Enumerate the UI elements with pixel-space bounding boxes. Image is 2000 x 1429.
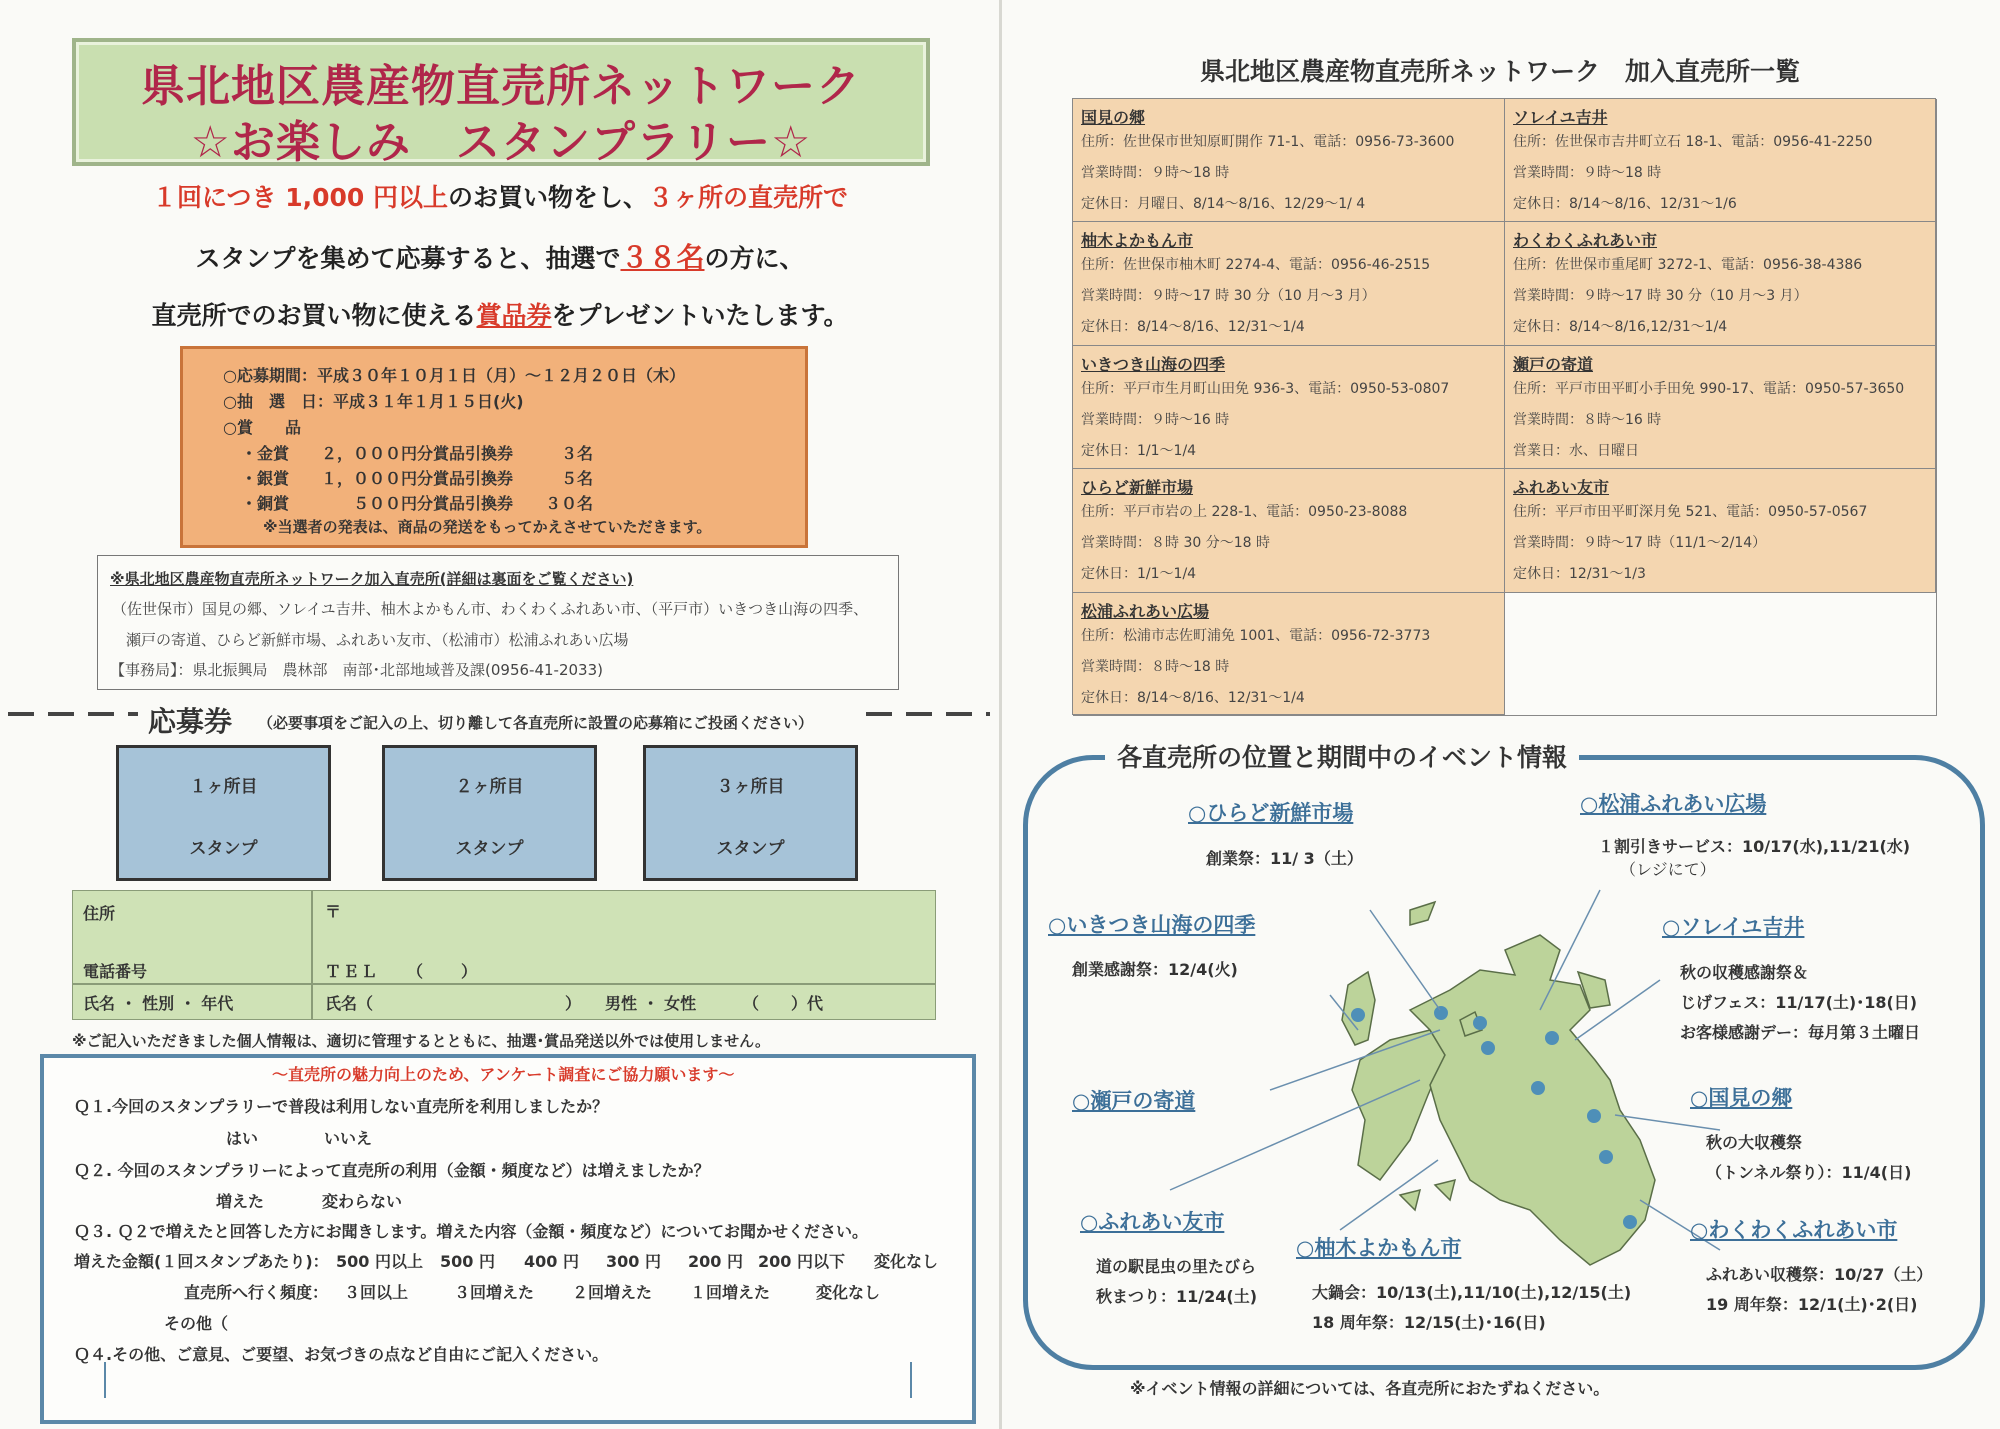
entry-ticket-instructions: （必要事項をご記入の上、切り離して各直売所に設置の応募箱にご投函ください） (258, 714, 814, 732)
shop-name: いきつき山海の四季 (1081, 354, 1226, 374)
shop-cell (1073, 99, 1505, 222)
q3-frequency-option[interactable]: 変化なし (816, 1283, 881, 1302)
shop-cell (1073, 593, 1505, 716)
age-field[interactable]: （ ）代 (743, 994, 824, 1013)
gender-choice[interactable]: 男性 ・ 女性 (605, 994, 697, 1013)
event-map-title: 各直売所の位置と期間中のイベント情報 (1105, 738, 1579, 774)
shop-closed-days: 定休日：8/14～8/16,12/31～1/4 (1513, 319, 1728, 336)
shop-name: 柚木よかもん市 (1081, 231, 1194, 251)
shop-cell (1505, 346, 1937, 469)
name-field[interactable]: 氏名（ ） (325, 994, 582, 1013)
shop-closed-days: 定休日：月曜日、8/14～8/16、12/29～1/ 4 (1081, 196, 1366, 212)
shop-address: 住所：佐世保市吉井町立石 18-1、電話：0956-41-2250 (1513, 134, 1873, 150)
shop-cell-empty (1505, 593, 1937, 716)
intro-text: のお買い物をし、 (447, 183, 648, 212)
leader-line (1615, 1115, 1720, 1130)
shop-hours: 営業時間：９時～17 時（11/1～2/14） (1513, 535, 1767, 552)
q3-frequency-option[interactable]: １回増えた (690, 1283, 771, 1302)
name-gender-age-label: 氏名 ・ 性別 ・ 年代 (83, 994, 234, 1013)
shop-closed-days: 定休日：1/1～1/4 (1081, 566, 1197, 583)
shop-name: ふれあい友市 (1513, 478, 1610, 498)
shop-name: 国見の郷 (1081, 108, 1146, 127)
stamp-label: スタンプ (455, 839, 524, 859)
shop-closed-days: 定休日：12/31～1/3 (1513, 566, 1646, 583)
event-yunoki-detail-2: 18 周年祭：12/15(土)･16(日) (1312, 1313, 1546, 1332)
event-ikitsuki-detail: 創業感謝祭：12/4(火) (1072, 960, 1238, 979)
title-line-1: 県北地区農産物直売所ネットワーク (141, 61, 861, 112)
member-shops-line-2: 瀬戸の寄道、ひらど新鮮市場、ふれあい友市、（松浦市）松浦ふれあい広場 (126, 631, 629, 649)
prize-heading: ○賞 品 (223, 418, 301, 437)
shop-address: 住所：松浦市志佐町浦免 1001、電話：0956-72-3773 (1081, 627, 1431, 644)
intro-text: 直売所でのお買い物に使える (151, 301, 477, 330)
stamp-box-1[interactable] (116, 745, 331, 881)
shop-address: 住所：佐世保市柚木町 2274-4、電話：0956-46-2515 (1081, 257, 1431, 274)
form-divider (73, 983, 935, 985)
event-ikitsuki-name: ○いきつき山海の四季 (1048, 913, 1256, 937)
shop-cell (1073, 222, 1505, 345)
shop-address: 住所：平戸市生月町山田免 936-3、電話：0950-53-0807 (1081, 380, 1450, 397)
stamp-box-3[interactable] (643, 745, 858, 881)
leader-line (1370, 910, 1440, 1010)
event-yunoki-detail-1: 大鍋会：10/13(土),11/10(土),12/15(土) (1312, 1283, 1632, 1302)
office-contact: 【事務局】：県北振興局 農林部 南部･北部地域普及課(0956-41-2033) (110, 661, 603, 679)
leader-line (1540, 890, 1600, 1010)
shop-name: ひらど新鮮市場 (1081, 478, 1194, 498)
stamp-place-label: ３ヶ所目 (716, 777, 785, 797)
member-shops-line-1: （佐世保市）国見の郷、ソレイユ吉井、柚木よかもん市、わくわくふれあい市、（平戸市）いきつき山海の四季、 (112, 600, 869, 618)
event-wakuwaku-detail-2: 19 周年祭：12/1(土)･2(日) (1706, 1295, 1918, 1314)
intro-voucher: 賞品券 (476, 301, 552, 330)
shop-closed-days: 定休日：1/1～1/4 (1081, 442, 1197, 459)
q1-no-option[interactable]: いいえ (324, 1129, 373, 1148)
shop-address: 住所：平戸市岩の上 228-1、電話：0950-23-8088 (1081, 504, 1408, 521)
event-soleil-detail-3: お客様感謝デー：毎月第３土曜日 (1680, 1023, 1921, 1042)
intro-winner-count: ３８名 (620, 241, 705, 274)
page-fold (999, 0, 1002, 1429)
event-seto-name: ○瀬戸の寄道 (1072, 1089, 1196, 1113)
intro-text: をプレゼントいたします。 (551, 301, 849, 330)
event-kunimi-name: ○国見の郷 (1690, 1086, 1793, 1110)
q3-amount-option[interactable]: 500 円以上 (336, 1252, 423, 1271)
shop-name: ソレイユ吉井 (1513, 108, 1608, 127)
stamp-box-2[interactable] (382, 745, 597, 881)
event-fureai-detail-1: 道の駅昆虫の里たびら (1096, 1257, 1257, 1276)
shop-name: 松浦ふれあい広場 (1081, 601, 1210, 621)
event-matsuura-note: （レジにて） (1620, 860, 1716, 879)
leader-line (1170, 1080, 1420, 1190)
shop-cell (1073, 346, 1505, 469)
intro-text: の方に、 (704, 244, 805, 273)
form-divider (311, 891, 313, 1019)
member-shops-heading: ※県北地区農産物直売所ネットワーク加入直売所(詳細は裏面をご覧ください) (110, 570, 634, 588)
intro-three-shops: ３ヶ所の直売所で (648, 183, 849, 212)
address-field[interactable]: 〒 (325, 902, 342, 921)
privacy-note: ※ご記入いただきました個人情報は、適切に管理するとともに、抽選･賞品発送以外では使用しません。 (72, 1032, 770, 1050)
prize-draw-date: ○抽 選 日：平成３１年１月１５日(火) (223, 392, 524, 411)
survey-q1: Ｑ１.今回のスタンプラリーで普段は利用しない直売所を利用しましたか？ (74, 1097, 609, 1116)
event-matsuura-name: ○松浦ふれあい広場 (1580, 792, 1767, 816)
shop-cell (1505, 222, 1937, 345)
q2-unchanged-option[interactable]: 変わらない (322, 1192, 403, 1211)
q3-amount-option[interactable]: 500 円 (440, 1252, 495, 1271)
cut-line-right (866, 712, 990, 716)
entry-form (72, 890, 936, 1020)
event-matsuura-detail: １割引きサービス：10/17(水),11/21(水) (1598, 837, 1911, 856)
shop-cell (1505, 99, 1937, 222)
q3-frequency-label: 直売所へ行く頻度： (184, 1283, 329, 1302)
member-shops-box (97, 555, 899, 690)
shop-hours: 営業時間：９時～16 時 (1081, 411, 1230, 428)
shop-hours: 営業時間：９時～18 時 (1081, 165, 1230, 181)
event-wakuwaku-name: ○わくわくふれあい市 (1690, 1218, 1898, 1242)
event-kunimi-detail-2: （トンネル祭り）：11/4(日) (1706, 1163, 1912, 1182)
leader-line (1270, 1030, 1440, 1090)
prize-silver: ・銀賞 １，０００円分賞品引換券 ５名 (241, 469, 594, 488)
stamp-label: スタンプ (716, 839, 785, 859)
survey-q4: Ｑ４.その他、ご意見、ご要望、お気づきの点など自由にご記入ください。 (74, 1345, 609, 1364)
shop-name: 瀬戸の寄道 (1513, 354, 1594, 374)
intro-text: スタンプを集めて応募すると、抽選で (195, 244, 621, 273)
shop-cell (1505, 469, 1937, 592)
prize-note: ※当選者の発表は、商品の発送をもってかえさせていただきます。 (263, 518, 712, 536)
prize-info-box (180, 346, 808, 548)
shop-closed-days: 定休日：8/14～8/16、12/31～1/4 (1081, 689, 1305, 706)
shop-name: わくわくふれあい市 (1513, 231, 1658, 251)
q3-frequency-option[interactable]: ３回増えた (454, 1283, 535, 1302)
title-line-2: ☆お楽しみ スタンプラリー☆ (190, 117, 812, 168)
q3-amount-option[interactable]: 300 円 (606, 1252, 661, 1271)
q3-frequency-option[interactable]: ３回以上 (344, 1283, 409, 1302)
q3-other-field[interactable]: その他（ (164, 1314, 229, 1333)
prize-period: ○応募期間：平成３０年１０月１日（月）～１２月２０日（木） (223, 366, 685, 385)
shop-address: 住所：佐世保市重尾町 3272-1、電話：0956-38-4386 (1513, 257, 1863, 274)
q3-amount-option[interactable]: 400 円 (524, 1252, 579, 1271)
q3-amount-option[interactable]: 変化なし (874, 1252, 939, 1271)
survey-heading: ～直売所の魅力向上のため、アンケート調査にご協力願います～ (272, 1065, 735, 1084)
shop-address: 住所：平戸市田平町深月免 521、電話：0950-57-0567 (1513, 504, 1868, 521)
event-fureai-name: ○ふれあい友市 (1080, 1210, 1225, 1234)
leader-line (1340, 1160, 1438, 1230)
stamp-place-label: ２ヶ所目 (455, 777, 524, 797)
q2-increased-option[interactable]: 増えた (216, 1192, 265, 1211)
intro-line-2 (0, 236, 1000, 276)
phone-label: 電話番号 (83, 962, 148, 981)
shop-cell (1073, 469, 1505, 592)
event-soleil-name: ○ソレイユ吉井 (1662, 915, 1805, 939)
event-footnote: ※イベント情報の詳細については、各直売所におたずねください。 (1130, 1379, 1610, 1398)
shop-address: 住所：佐世保市世知原町開作 71-1、電話：0956-73-3600 (1081, 134, 1455, 150)
shop-hours: 営業時間：９時～17 時 30 分（10 月～3 月） (1081, 288, 1376, 305)
address-label: 住所 (83, 904, 116, 923)
shop-address: 住所：平戸市田平町小手田免 990-17、電話：0950-57-3650 (1513, 380, 1905, 397)
intro-min-amount: １回につき 1,000 円以上 (151, 183, 448, 212)
survey-q3: Ｑ３. Ｑ２で増えたと回答した方にお聞きします。増えた内容（金額・頻度など）についてお聞かせください。 (74, 1222, 869, 1241)
q3-amount-label: 増えた金額(１回スタンプあたり)： (74, 1252, 329, 1271)
q4-free-text-field[interactable] (104, 1362, 912, 1398)
event-yunoki-name: ○柚木よかもん市 (1296, 1236, 1462, 1260)
leader-line (1330, 995, 1358, 1030)
survey-box (40, 1054, 976, 1424)
stamp-place-label: １ヶ所目 (189, 777, 258, 797)
q3-amount-option[interactable]: 200 円 (688, 1252, 743, 1271)
shop-hours: 営業時間：９時～17 時 30 分（10 月～3 月） (1513, 288, 1808, 305)
q1-yes-option[interactable]: はい (226, 1129, 259, 1148)
phone-field[interactable]: ＴＥＬ （ ） (325, 962, 480, 981)
shop-hours: 営業時間：８時～18 時 (1081, 658, 1230, 675)
shop-hours: 営業時間：９時～18 時 (1513, 165, 1662, 181)
title-banner (72, 38, 930, 166)
entry-ticket-title: 応募券 (148, 705, 233, 738)
event-kunimi-detail-1: 秋の大収穫祭 (1706, 1133, 1803, 1152)
survey-q2: Ｑ２. 今回のスタンプラリーによって直売所の利用（金額・頻度など）は増えましたか？ (74, 1161, 710, 1180)
shop-hours: 営業時間：８時 30 分～18 時 (1081, 535, 1270, 552)
prize-bronze: ・銅賞 ５００円分賞品引換券 ３０名 (241, 494, 594, 513)
event-hirado-detail: 創業祭：11/ 3（土） (1206, 849, 1363, 868)
intro-line-3 (0, 296, 1000, 332)
shop-closed-days: 営業日：水、日曜日 (1513, 442, 1639, 459)
event-wakuwaku-detail-1: ふれあい収穫祭：10/27（土） (1706, 1265, 1933, 1284)
shop-closed-days: 定休日：8/14～8/16、12/31～1/4 (1081, 319, 1305, 336)
q3-frequency-option[interactable]: ２回増えた (572, 1283, 653, 1302)
shop-list-table (1072, 98, 1936, 715)
q3-amount-option[interactable]: 200 円以下 (758, 1252, 845, 1271)
event-soleil-detail-1: 秋の収穫感謝祭＆ (1680, 963, 1809, 982)
leader-line (1575, 980, 1660, 1040)
stamp-label: スタンプ (189, 839, 258, 859)
event-soleil-detail-2: じげフェス：11/17(土)･18(日) (1680, 993, 1918, 1012)
cut-line-left (8, 712, 138, 716)
shop-closed-days: 定休日：8/14～8/16、12/31～1/6 (1513, 196, 1737, 212)
prize-gold: ・金賞 ２，０００円分賞品引換券 ３名 (241, 444, 594, 463)
event-hirado-name: ○ひらど新鮮市場 (1188, 801, 1354, 825)
shop-list-title: 県北地区農産物直売所ネットワーク 加入直売所一覧 (1200, 57, 1801, 86)
shop-hours: 営業時間：８時～16 時 (1513, 411, 1662, 428)
event-fureai-detail-2: 秋まつり：11/24(土) (1096, 1287, 1258, 1306)
intro-line-1 (0, 178, 1000, 214)
